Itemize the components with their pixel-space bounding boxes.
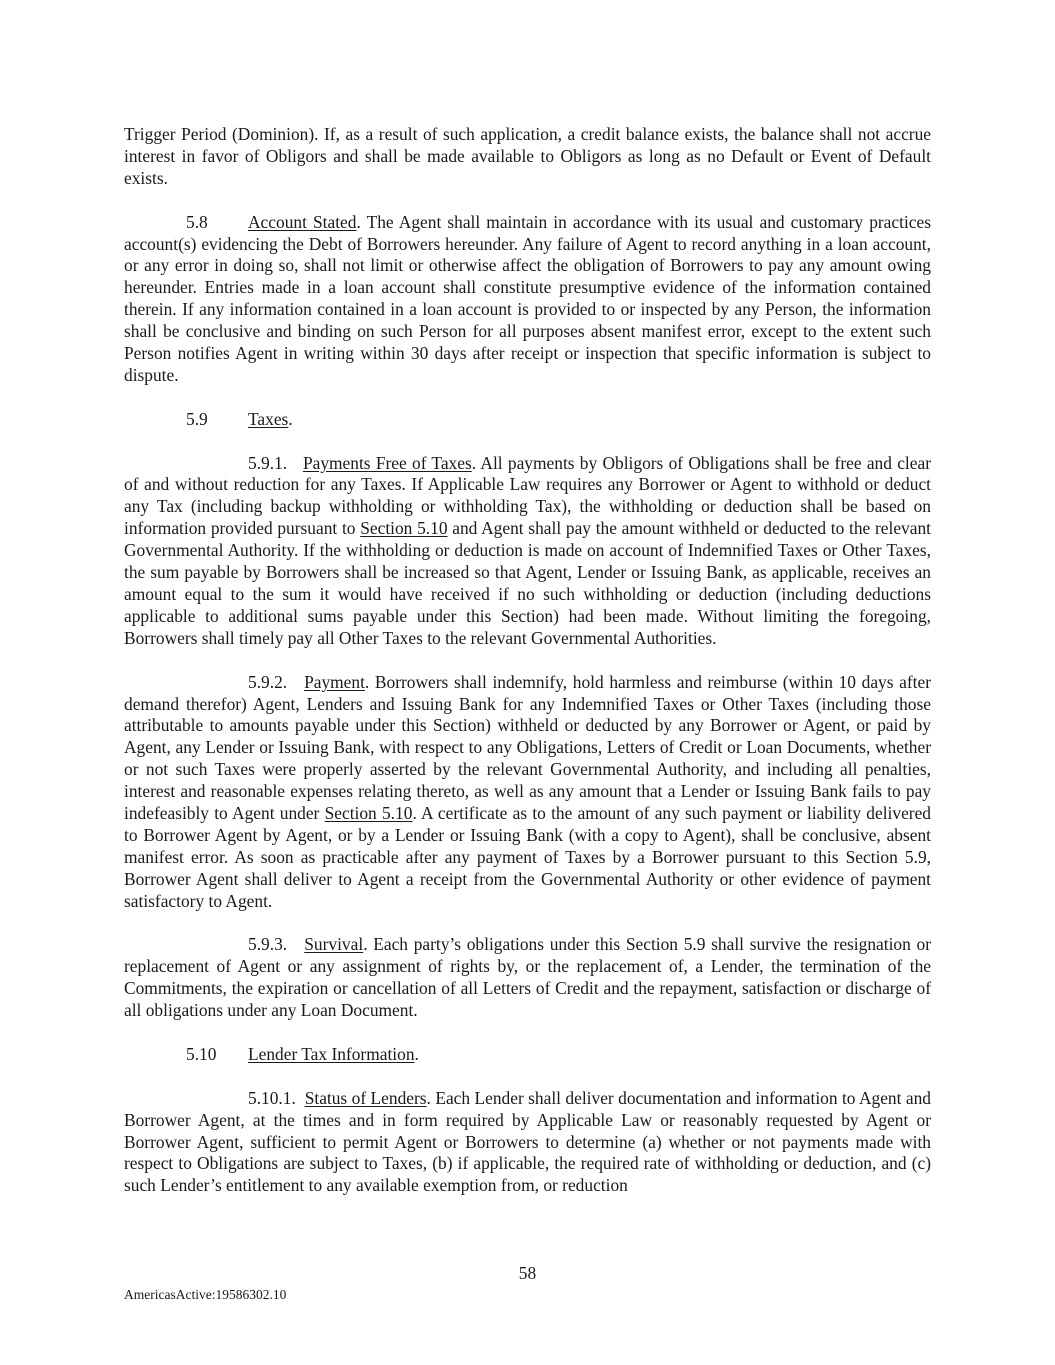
section-5-9-2 — [124, 672, 931, 913]
section-number: 5.8 — [186, 211, 208, 232]
subsection-number: 5.10.1. — [248, 1087, 296, 1108]
cross-reference-link[interactable]: Section 5.10 — [360, 518, 448, 539]
section-5-10-1 — [124, 1088, 931, 1198]
section-number: 5.9 — [186, 408, 208, 429]
section-5-9-1 — [124, 453, 931, 650]
subsection-title: Payment — [304, 671, 365, 692]
section-punct: . — [288, 408, 293, 429]
section-title: Taxes — [248, 408, 289, 429]
section-text: . The Agent shall maintain in accordance with its usual and customary practices account(s) evidencing the Debt of Borrowers hereunder. Any failure of Agent to record anything in a loan account, or any error in doing so, shall not limit or otherwise affect the obligation of Borrowers to pay any amount owing hereunder. Entries made in a loan account shall constitute presumptive evidence of the information contained therein. If any information contained in a loan account is provided to or inspected by any Person, the information shall be conclusive and binding on such Person for all purposes absent manifest error, except to the extent such Person notifies Agent in writing within 30 days after receipt or inspection that specific information is subject to dispute. — [124, 211, 931, 385]
section-title: Account Stated — [248, 211, 357, 232]
intro-text: Trigger Period (Dominion). If, as a result of such application, a credit balance exists, the balance shall not accrue interest in favor of Obligors and shall be made available to Obligors as long as no Default or Event of Default exists. — [124, 124, 931, 188]
subsection-number: 5.9.3. — [248, 934, 288, 955]
cross-reference-link[interactable]: Section 5.10 — [324, 803, 413, 824]
intro-paragraph — [124, 124, 931, 190]
subsection-text-b: . A certificate as to the amount of any such payment or liability delivered to Borrower Agent by Agent, or by a Lender or Issuing Bank (with a copy to Agent), shall be conclusive, absent manifest error. As soon as practicable after any payment of Taxes by a Borrower pursuant to this Section 5.9, Borrower Agent shall deliver to Agent a receipt from the Governmental Authority or other evidence of payment satisfactory to Agent. — [124, 803, 932, 911]
subsection-text: . Each Lender shall deliver documentation and information to Agent and Borrower Agent, at the times and in form required by Applicable Law or reasonably requested by Agent or Borrower Agent, sufficient to permit Agent or Borrowers to determine (a) whether or not payments made with respect to Obligations are subject to Taxes, (b) if applicable, the required rate of withholding or deduction, and (c) such Lender’s entitlement to any available exemption from, or reduction — [124, 1087, 931, 1196]
section-5-9 — [124, 409, 931, 431]
section-5-10 — [124, 1044, 931, 1066]
subsection-text-b: and Agent shall pay the amount withheld or deducted to the relevant Governmental Authority. If the withholding or deduction is made on account of Indemnified Taxes or Other Taxes, the sum payable by Borrowers shall be increased so that Agent, Lender or Issuing Bank, as applicable, receives an amount equal to the sum it would have received if no such withholding or deduction (including deductions applicable to additional sums payable under this Section) had been made. Without limiting the foregoing, Borrowers shall timely pay all Other Taxes to the relevant Governmental Authorities. — [124, 518, 931, 648]
section-5-8 — [124, 212, 931, 387]
document-id: AmericasActive:19586302.10 — [124, 1287, 287, 1302]
section-title: Lender Tax Information — [248, 1043, 415, 1064]
section-punct: . — [414, 1043, 419, 1064]
subsection-text-a: . All payments by Obligors of Obligations shall be free and clear of and without reduction for any Taxes. If Applicable Law requires any Borrower or Agent to withhold or deduct any Tax (including backup withholding or withholding Tax), the withholding or deduction shall be based on information provided pursuant to — [124, 452, 931, 539]
subsection-title: Status of Lenders — [304, 1087, 427, 1108]
subsection-number: 5.9.1. — [248, 452, 288, 473]
subsection-number: 5.9.2. — [248, 671, 288, 692]
document-body — [124, 124, 931, 1219]
section-number: 5.10 — [186, 1043, 217, 1064]
page-number: 58 — [518, 1263, 537, 1283]
subsection-title: Payments Free of Taxes — [302, 452, 472, 473]
section-5-9-3 — [124, 934, 931, 1022]
subsection-text-a: . Borrowers shall indemnify, hold harmless and reimburse (within 10 days after demand therefor) Agent, Lenders and Issuing Bank for any Indemnified Taxes or Other Taxes (including those attributable to amounts payable under this Section) withheld or deducted by any Borrower or Agent, or paid by Agent, any Lender or Issuing Bank, with respect to any Obligations, Letters of Credit or Loan Documents, whether or not such Taxes were properly asserted by the relevant Governmental Authority, and including all penalties, interest and reasonable expenses relating thereto, as well as any amount that a Lender or Issuing Bank fails to pay indefeasibly to Agent under — [124, 671, 931, 824]
subsection-title: Survival — [304, 934, 364, 955]
subsection-text: . Each party’s obligations under this Section 5.9 shall survive the resignation or replacement of Agent or any assignment of rights by, or the replacement of, a Lender, the termination of the Commitments, the expiration or cancellation of all Letters of Credit and the repayment, satisfaction or discharge of all obligations under any Loan Document. — [124, 934, 931, 1021]
